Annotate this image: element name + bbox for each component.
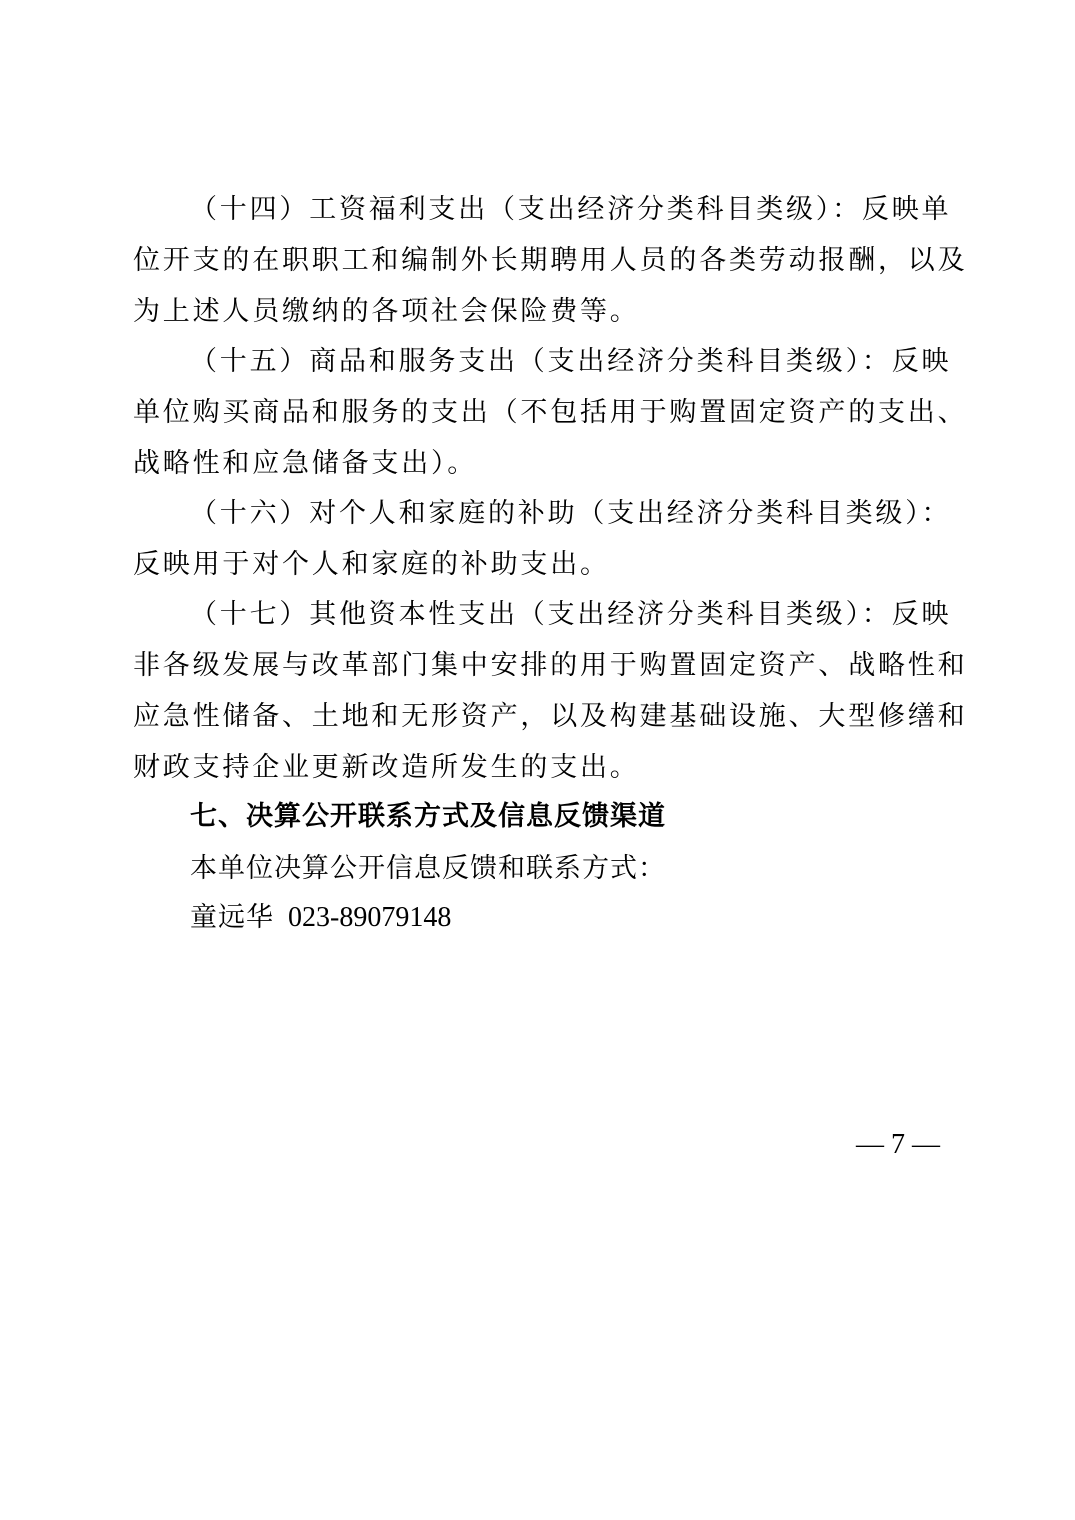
contact-phone: 023-89079148 <box>288 902 452 933</box>
contact-line <box>190 893 451 943</box>
paragraph-17-line-4: 财政支持企业更新改造所发生的支出。 <box>133 752 640 783</box>
paragraph-16-line-2: 反映用于对个人和家庭的补助支出。 <box>133 549 610 580</box>
page-number: — 7 — <box>856 1129 940 1160</box>
paragraph-14-line-2: 位开支的在职职工和编制外长期聘用人员的各类劳动报酬，以及 <box>133 245 968 276</box>
paragraph-15-line-2: 单位购买商品和服务的支出（不包括用于购置固定资产的支出、 <box>133 397 968 428</box>
paragraph-17-line-3: 应急性储备、土地和无形资产，以及构建基础设施、大型修缮和 <box>133 701 968 732</box>
paragraph-15-line-1: （十五）商品和服务支出（支出经济分类科目类级）：反映 <box>190 346 952 377</box>
paragraph-14-line-3: 为上述人员缴纳的各项社会保险费等。 <box>133 296 640 327</box>
contact-name: 童远华 <box>190 902 274 933</box>
paragraph-17-line-1: （十七）其他资本性支出（支出经济分类科目类级）：反映 <box>190 599 952 630</box>
paragraph-14-line-1: （十四）工资福利支出（支出经济分类科目类级）：反映单 <box>190 194 952 225</box>
section-7-heading: 七、决算公开联系方式及信息反馈渠道 <box>190 801 666 832</box>
paragraph-16-line-1: （十六）对个人和家庭的补助（支出经济分类科目类级）： <box>190 498 952 529</box>
paragraph-17-line-2: 非各级发展与改革部门集中安排的用于购置固定资产、战略性和 <box>133 650 968 681</box>
contact-intro: 本单位决算公开信息反馈和联系方式： <box>190 853 666 884</box>
paragraph-15-line-3: 战略性和应急储备支出）。 <box>133 448 478 479</box>
